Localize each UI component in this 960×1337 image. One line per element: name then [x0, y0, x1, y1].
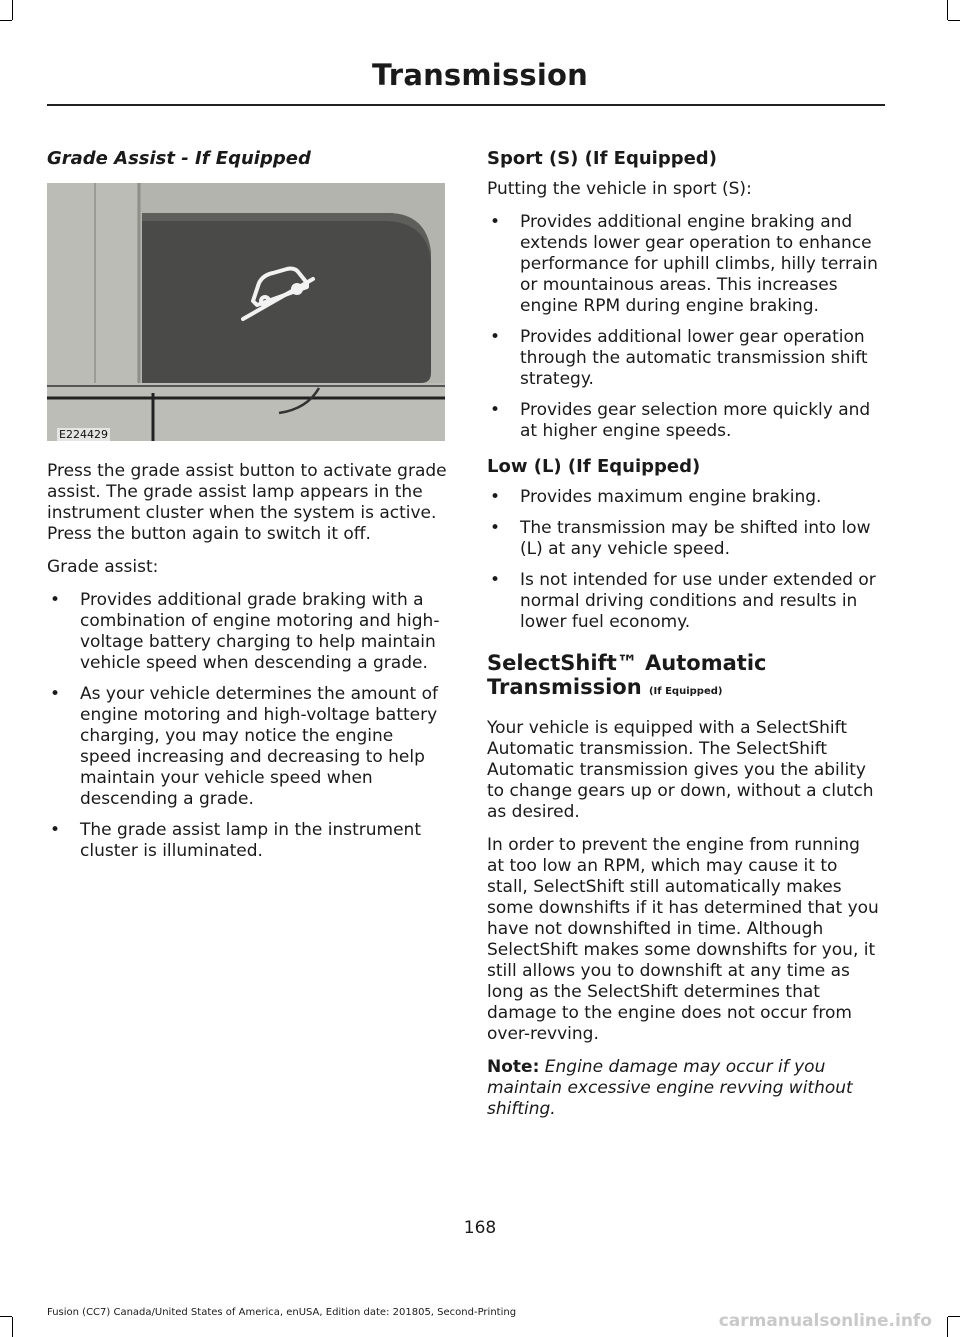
sport-list [487, 212, 882, 442]
crop-mark-bottom-right-v [947, 1317, 948, 1337]
grade-assist-button-figure [47, 183, 445, 441]
list-item: • Provides additional lower gear operation through the automatic transmission shift strategy. [487, 327, 882, 390]
crop-mark-bottom-right-h [948, 1316, 960, 1317]
right-column [487, 148, 882, 1132]
selectshift-paragraph-2: In order to prevent the engine from running at too low an RPM, which may cause it to stall, SelectShift still automatically makes some downshifts if it has determined that you have not downshifted in time. Although SelectShift makes some downshifts for you, it still allows you to downshift at any time as long as the SelectShift determines that damage to the engine does not occur from over-revving. [487, 835, 879, 1044]
list-item: • The transmission may be shifted into low (L) at any vehicle speed. [487, 518, 882, 560]
selectshift-paragraph-1: Your vehicle is equipped with a SelectShift Automatic transmission. The SelectShift Automatic transmission gives you the ability to change gears up or down, without a clutch as desired. [487, 718, 874, 822]
page-title: Transmission [372, 58, 588, 92]
crop-mark-bottom-left-h [0, 1316, 12, 1317]
crop-mark-bottom-left-v [12, 1317, 13, 1337]
list-item: • As your vehicle determines the amount of engine motoring and high-voltage battery charging, you may notice the engine speed increasing and decreasing to help maintain your vehicle speed when descending a grade. [47, 684, 447, 810]
list-item: • Provides gear selection more quickly and at higher engine speeds. [487, 400, 882, 442]
selectshift-heading-suffix: (If Equipped) [648, 686, 723, 697]
list-item: • Is not intended for use under extended or normal driving conditions and results in lower fuel economy. [487, 570, 882, 633]
low-heading: Low (L) (If Equipped) [487, 456, 701, 477]
grade-assist-button-illustration [47, 183, 445, 441]
grade-assist-list [47, 590, 447, 862]
grade-assist-label: Grade assist: [47, 557, 159, 577]
figure-code: E224429 [59, 428, 108, 441]
crop-mark-top-right-h [948, 20, 960, 21]
list-item: • Provides additional engine braking and extends lower gear operation to enhance performance for uphill climbs, hilly terrain or mountainous areas. This increases engine RPM during engine braking. [487, 212, 882, 317]
note-label: Note: [487, 1057, 540, 1077]
list-item: • The grade assist lamp in the instrument cluster is illuminated. [47, 820, 447, 862]
grade-assist-heading: Grade Assist - If Equipped [47, 148, 311, 169]
edition-footer: Fusion (CC7) Canada/United States of America, enUSA, Edition date: 201805, Second-Printing [47, 1307, 517, 1318]
sport-intro: Putting the vehicle in sport (S): [487, 179, 752, 199]
engine-damage-note [487, 1057, 882, 1120]
sport-heading: Sport (S) (If Equipped) [487, 148, 717, 169]
note-text: Engine damage may occur if you maintain excessive engine revving without shifting. [487, 1057, 853, 1119]
page-number: 168 [463, 1218, 497, 1238]
list-item: • Provides additional grade braking with a combination of engine motoring and high-voltage battery charging to help maintain vehicle speed when descending a grade. [47, 590, 447, 674]
low-list [487, 487, 882, 633]
header-divider [47, 104, 885, 106]
selectshift-heading [487, 651, 882, 704]
left-column [47, 148, 447, 872]
grade-assist-intro: Press the grade assist button to activate grade assist. The grade assist lamp appears in the instrument cluster when the system is active. Press the button again to switch it off. [47, 461, 447, 544]
crop-mark-top-left-h [0, 20, 12, 21]
list-item: • Provides maximum engine braking. [487, 487, 882, 508]
crop-mark-top-right-v [947, 0, 948, 20]
selectshift-heading-text: SelectShift™ Automatic Transmission [487, 651, 767, 699]
watermark: carmanualsonline.info [718, 1311, 932, 1331]
crop-mark-top-left-v [12, 0, 13, 20]
